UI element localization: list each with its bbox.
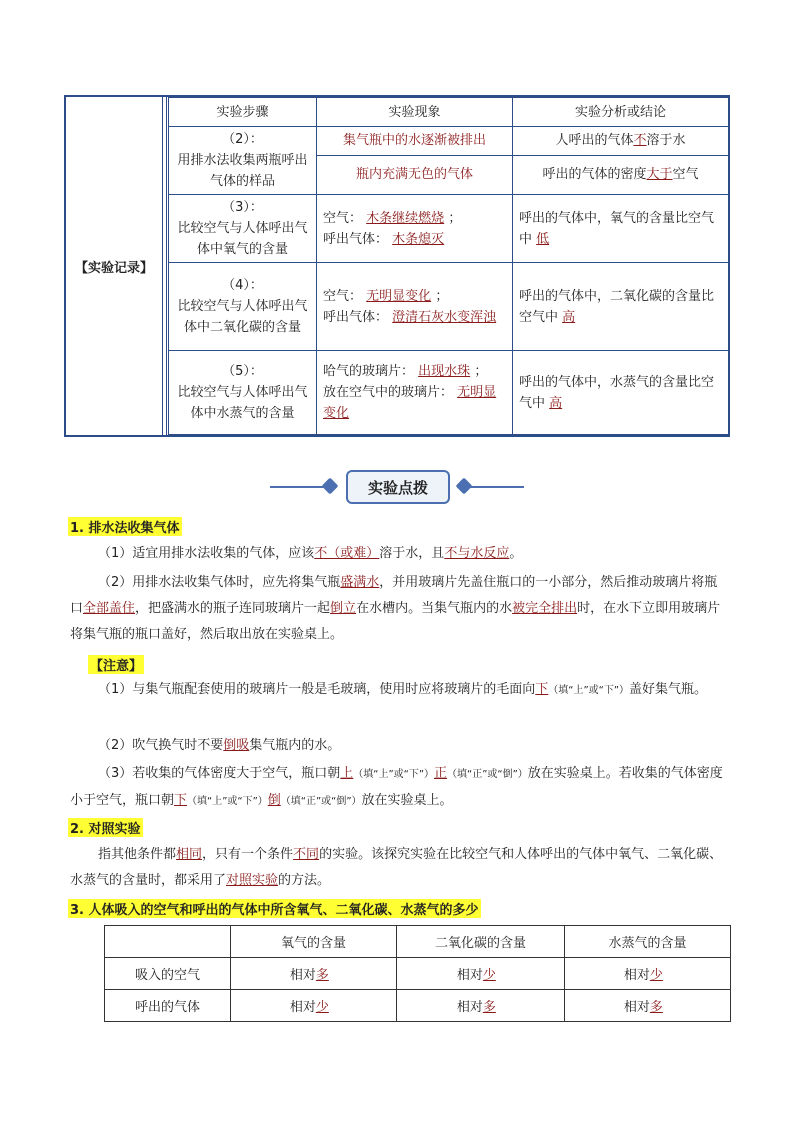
paragraph: （3）若收集的气体密度大于空气，瓶口朝上（填“上”或“下”）正（填“正”或“倒”）放在实验桌上。若收集的气体密度小于空气，瓶口朝下（填“上”或“下”）倒（填“正”或“倒”）放在实验桌上。: [70, 766, 723, 808]
conclusion-cell: 呼出的气体中，氧气的含量比空气中 低: [513, 195, 729, 263]
record-grid: [168, 97, 729, 435]
table-row: [105, 990, 731, 1022]
step-text: 比较空气与人体呼出气体中水蒸气的含量: [177, 385, 308, 421]
banner-title: 实验点拨: [346, 470, 450, 504]
step-number: （3）：: [222, 200, 263, 215]
header-observation: 实验现象: [317, 98, 513, 127]
paragraph: （2）用排水法收集气体时，应先将集气瓶盛满水，并用玻璃片先盖住瓶口的一小部分，然后推动玻璃片将瓶口全部盖住，把盛满水的瓶子连同玻璃片一起倒立在水槽内。当集气瓶内的水被完全排出时，在水下立即用玻璃片将集气瓶的瓶口盖好，然后取出放在实验桌上。: [70, 575, 721, 642]
conclusion-cell: 呼出的气体的密度大于空气: [513, 155, 729, 194]
section-heading: 3. 人体吸入的空气和呼出的气体中所含氧气、二氧化碳、水蒸气的多少: [68, 899, 481, 918]
table-header: 氧气的含量: [231, 926, 397, 958]
observation-cell: 哈气的玻璃片： 出现水珠 ； 放在空气中的玻璃片： 无明显变化: [317, 351, 513, 435]
observation-cell: 空气： 木条继续燃烧 ； 呼出气体： 木条熄灭: [317, 195, 513, 263]
banner-line: [464, 486, 524, 488]
table-header: 二氧化碳的含量: [397, 926, 565, 958]
paragraph: 指其他条件都相同，只有一个条件不同的实验。该探究实验在比较空气和人体呼出的气体中氧气、二氧化碳、水蒸气的含量时，都采用了对照实验的方法。: [70, 847, 723, 888]
conclusion-cell: 呼出的气体中，水蒸气的含量比空气中 高: [513, 351, 729, 435]
divider: [162, 97, 163, 435]
step-cell: [169, 351, 317, 435]
step-number: （5）：: [222, 364, 263, 379]
step-text: 比较空气与人体呼出气体中氧气的含量: [177, 221, 308, 257]
header-conclusion: 实验分析或结论: [513, 98, 729, 127]
step-text: 用排水法收集两瓶呼出气体的样品: [177, 153, 308, 189]
conclusion-cell: 人呼出的气体不溶于水: [513, 127, 729, 156]
table-cell: 相对多: [565, 990, 731, 1022]
table-cell: 相对多: [231, 958, 397, 990]
table-cell: 相对少: [231, 990, 397, 1022]
section-heading: 2. 对照实验: [68, 818, 143, 837]
comparison-table: [104, 925, 731, 1022]
table-cell: 相对少: [397, 958, 565, 990]
step-number: （2）：: [222, 132, 263, 147]
step-number: （4）：: [222, 278, 263, 293]
table-header: [105, 926, 231, 958]
table-cell: 相对多: [397, 990, 565, 1022]
section-heading: 1. 排水法收集气体: [68, 517, 182, 536]
row-label: 吸入的空气: [105, 958, 231, 990]
paragraph: （1）适宜用排水法收集的气体，应该不（或难）溶于水，且不与水反应。: [98, 546, 523, 561]
header-step: 实验步骤: [169, 98, 317, 127]
paragraph: （2）吹气换气时不要倒吸集气瓶内的水。: [98, 738, 341, 753]
section-banner: [270, 470, 524, 504]
observation-cell: 集气瓶中的水逐渐被排出: [317, 127, 513, 156]
divider: [166, 97, 167, 435]
step-cell: [169, 127, 317, 195]
step-cell: [169, 195, 317, 263]
experiment-record-table: [64, 95, 730, 437]
note-heading: 【注意】: [88, 655, 144, 674]
diamond-icon: [322, 478, 339, 495]
table-row: [105, 958, 731, 990]
table-cell: 相对少: [565, 958, 731, 990]
record-label: 【实验记录】: [74, 260, 153, 276]
table-header: 水蒸气的含量: [565, 926, 731, 958]
step-text: 比较空气与人体呼出气体中二氧化碳的含量: [177, 299, 308, 335]
observation-cell: 瓶内充满无色的气体: [317, 155, 513, 194]
paragraph: （1）与集气瓶配套使用的玻璃片一般是毛玻璃，使用时应将玻璃片的毛面向下（填“上”或“下”）盖好集气瓶。: [98, 682, 708, 697]
row-label: 呼出的气体: [105, 990, 231, 1022]
conclusion-cell: 呼出的气体中，二氧化碳的含量比空气中 高: [513, 263, 729, 351]
step-cell: [169, 263, 317, 351]
observation-cell: 空气： 无明显变化 ； 呼出气体： 澄清石灰水变浑浊: [317, 263, 513, 351]
